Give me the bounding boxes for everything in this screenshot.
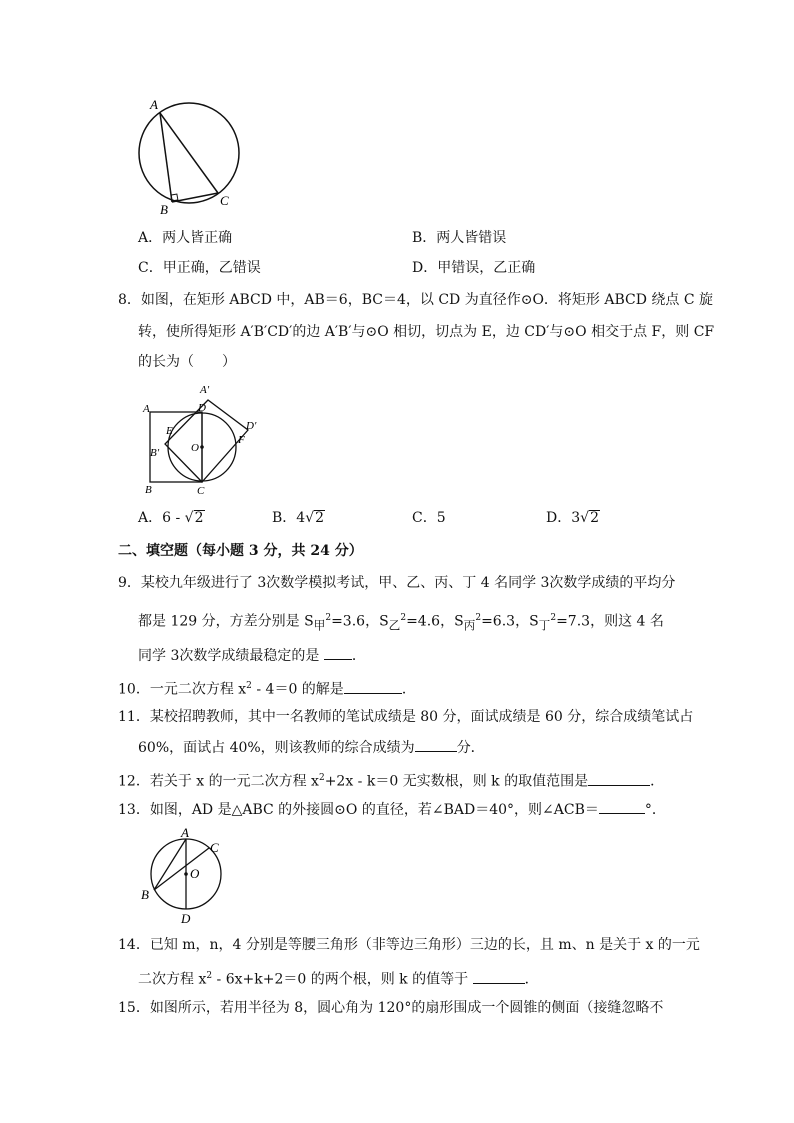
q9-stem-line3: 同学 3次数学成绩最稳定的是 ． [138,645,366,666]
q7-label-C: C [220,193,229,208]
q8-label-C: C [197,485,205,497]
q8-center-dot [200,445,204,449]
q9-stem-line2: 都是 129 分，方差分别是 $S_甲^2=3.6$，$S_乙^2=4.6$，$S_丙^2=6.3$，$S_丁^2=7.3$，则这 4 名 [138,613,664,633]
q8-option-d-text: D．3 [546,510,581,526]
q8-option-a-root: √2 [184,510,204,526]
q13-center-dot [184,872,188,876]
q10-answer-blank[interactable] [344,679,402,694]
q8-label-A-prime: A′ [200,384,210,396]
q8-label-E: E [166,425,173,437]
q7-option-b: B．两人皆错误 [412,230,507,246]
q7-option-d: D．甲错误，乙正确 [412,260,536,276]
q8-label-A: A [143,403,150,415]
q7-option-c: C．甲正确，乙错误 [138,260,261,276]
q13-segment-BC [154,848,209,890]
q8-label-D: D [198,402,206,414]
q8-label-O: O [191,442,199,454]
q13-label-A: A [181,826,189,840]
q13-figure [138,826,228,928]
q8-stem-line2: 转，使所得矩形 A′B′CD′的边 A′B′与⊙O 相切，切点为 E，边 CD′与⊙O 相交于点 F，则 CF [138,324,715,340]
q8-option-b-root: √2 [305,510,325,526]
q15-stem-line1: 15．如图所示，若用半径为 8，圆心角为 120°的扇形围成一个圆锥的侧面（接缝忽略不 [118,1000,664,1016]
q14-stem-line1: 14．已知 m，n，4 分别是等腰三角形（非等边三角形）三边的长，且 m、n 是关于 x 的一元 [118,937,700,953]
q13-label-C: C [210,840,219,855]
q13-label-B: B [141,887,149,902]
q8-option-d-root: √2 [580,510,599,526]
q13-answer-blank[interactable] [599,799,645,814]
q8-option-a-text: A．6 - [138,510,185,526]
q12-answer-blank[interactable] [588,771,650,786]
q13-label-D: D [181,911,191,926]
q11-stem-line2: 60%，面试占 40%，则该教师的综合成绩为 分． [138,737,485,758]
q7-option-a: A．两人皆正确 [138,230,233,246]
q13-stem: 13．如图，AD 是△ABC 的外接圆⊙O 的直径，若∠BAD＝40°，则∠ACB＝ °． [118,799,666,820]
q10-stem: 10．一元二次方程 $x^2 - 4=0$ 的解是 ． [118,676,416,700]
q8-label-D-prime: D′ [246,420,257,432]
q8-stem-line3: 的长为（ ） [138,354,236,370]
q8-option-c: C．5 [412,510,446,526]
q8-stem-line1: 8．如图，在矩形 ABCD 中，AB＝6，BC＝4，以 CD 为直径作⊙O．将矩形 ABCD 绕点 C 旋 [118,292,714,308]
q8-option-b-text: B．4 [272,510,306,526]
q7-figure [130,95,250,215]
section-heading-fill-in: 二、填空题（每小题 3 分，共 24 分） [118,543,363,559]
q13-segment-AB [154,839,186,890]
q8-label-B: B [145,484,152,496]
q13-label-O: O [190,866,200,881]
q7-label-A: A [150,97,158,112]
q8-option-b [272,508,325,528]
q9-answer-blank[interactable] [324,645,352,660]
q14-stem-line2: 二次方程 $x^2 - 6x+k+2=0$ 的两个根，则 k 的值等于 ． [138,966,539,990]
q14-answer-blank[interactable] [473,969,525,984]
q8-label-F: F [238,434,245,446]
q8-option-a [138,508,205,528]
q12-stem: 12．若关于 x 的一元二次方程 $x^2+2x - k=0$ 无实数根，则 k 的取值范围是 ． [118,768,664,792]
q8-option-d [546,508,600,528]
q11-stem-line1: 11．某校招聘教师，其中一名教师的笔试成绩是 80 分，面试成绩是 60 分，综合成绩笔试占 [118,709,694,725]
q8-label-B-prime: B′ [150,447,160,459]
q11-answer-blank[interactable] [415,737,457,752]
q8-figure [140,382,265,497]
q9-stem-line1: 9．某校九年级进行了 3次数学模拟考试，甲、乙、丙、丁 4 名同学 3次数学成绩的平均分 [118,575,676,591]
q7-label-B: B [160,202,168,215]
